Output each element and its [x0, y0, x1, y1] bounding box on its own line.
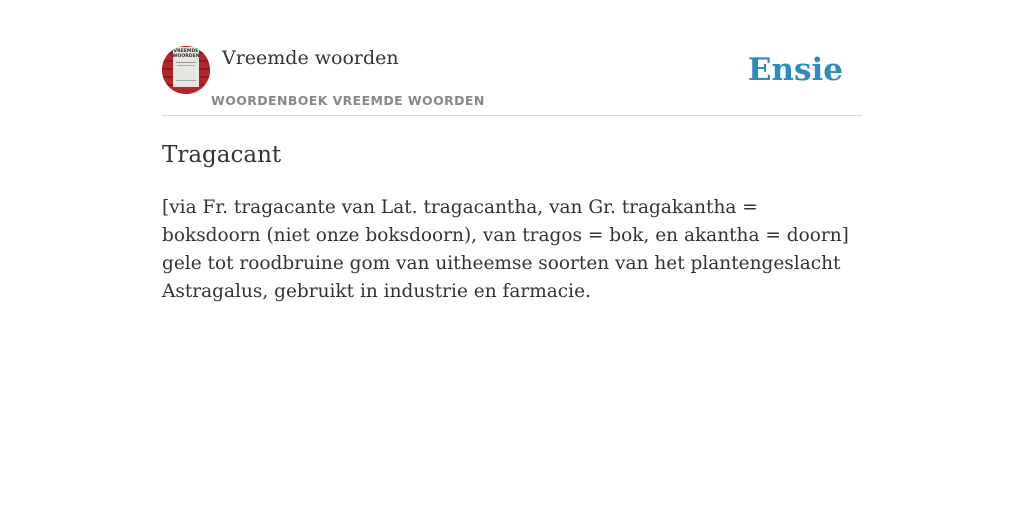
entry-title: Tragacant: [162, 142, 282, 168]
avatar-text-line-1: VREEMDE: [173, 49, 199, 54]
book-cover-icon: [162, 46, 210, 94]
source-subtitle: WOORDENBOEK VREEMDE WOORDEN: [211, 93, 485, 108]
source-name[interactable]: Vreemde woorden: [222, 47, 399, 69]
entry-header: [162, 46, 862, 116]
avatar-text-line-2: WOORDEN: [172, 54, 200, 59]
entry-card: [162, 46, 862, 306]
brand-logo[interactable]: Ensie: [747, 52, 843, 88]
entry-definition: [via Fr. tragacante van Lat. tragacantha, van Gr. tragakantha = boksdoorn (niet onze boksdoorn), van tragos = bok, en akantha = doorn] gele tot roodbruine gom van uitheemse soorten van het plantengeslacht Astragalus, gebruikt in industrie en farmacie.: [162, 197, 849, 302]
avatar[interactable]: [162, 46, 210, 94]
